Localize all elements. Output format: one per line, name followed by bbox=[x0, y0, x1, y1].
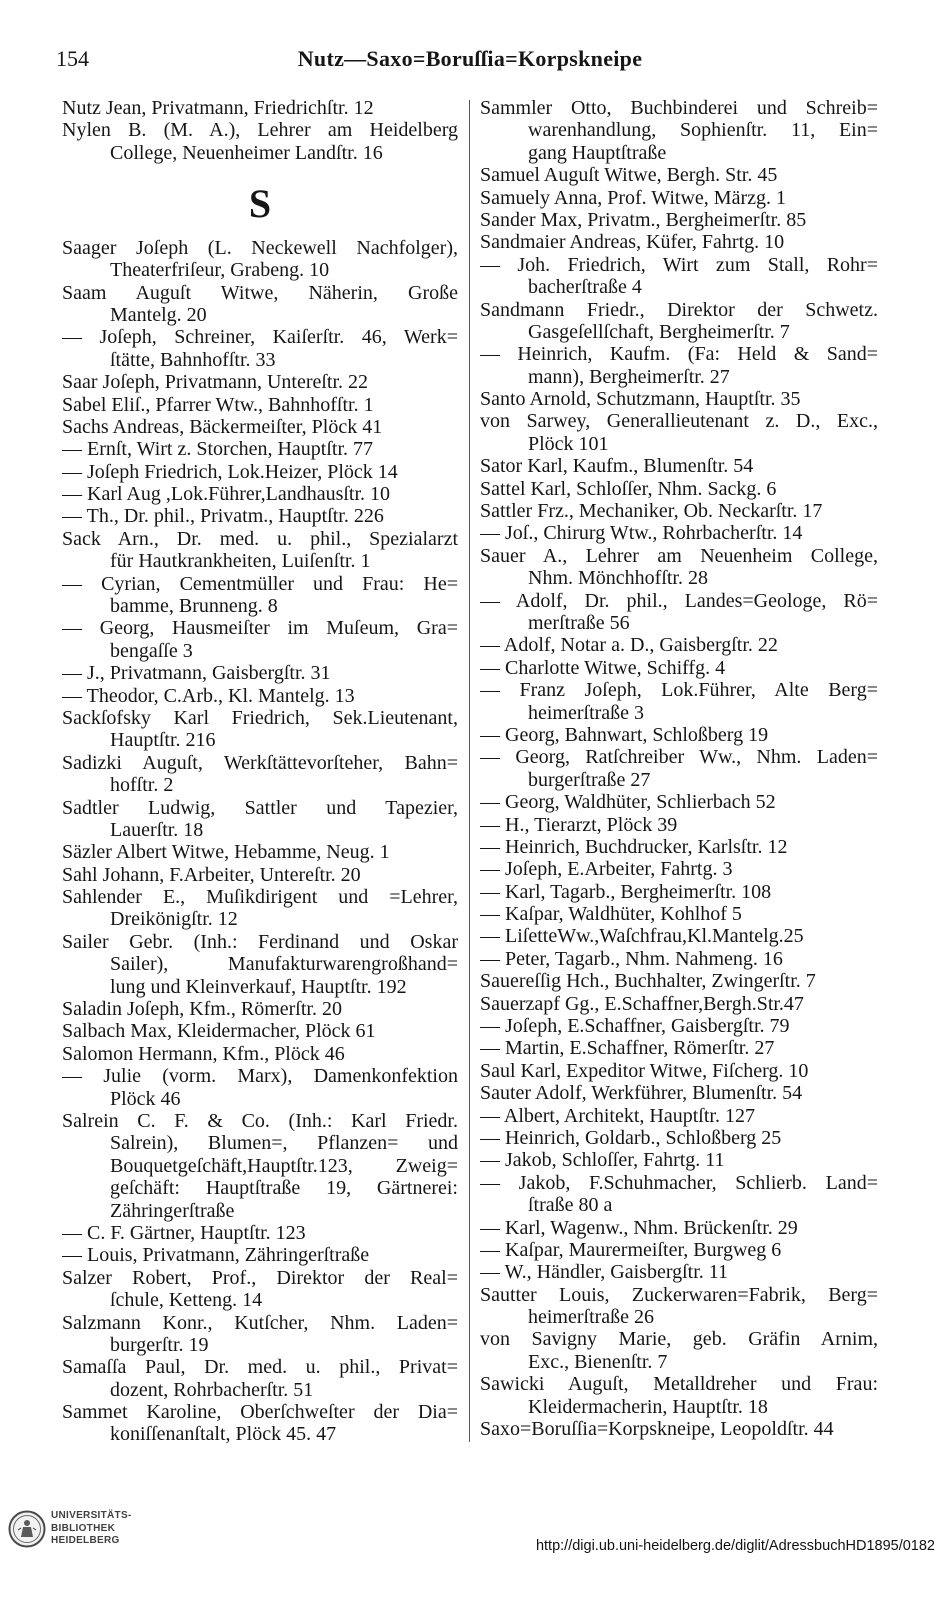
entry-first-line: — Franz Joſeph, Lok.Führer, Alte Berg= bbox=[480, 679, 878, 702]
entry-first-line: Sattler Frz., Mechaniker, Ob. Neckarſtr. 17 bbox=[480, 500, 823, 523]
directory-entry bbox=[480, 1261, 878, 1283]
entry-continuation-line: ſchule, Ketteng. 14 bbox=[110, 1289, 263, 1312]
entry-first-line: — Georg, Hausmeiſter im Muſeum, Gra= bbox=[62, 617, 458, 640]
entry-first-line: — LiſetteWw.,Waſchfrau,Kl.Mantelg.25 bbox=[480, 925, 804, 948]
entry-continuation-line: mann), Bergheimerſtr. 27 bbox=[528, 365, 730, 388]
entry-first-line: — Peter, Tagarb., Nhm. Nahmeng. 16 bbox=[480, 947, 783, 970]
entry-continuation-line: Kleidermacherin, Hauptſtr. 18 bbox=[528, 1395, 768, 1418]
entry-continuation-line: warenhandlung, Sophienſtr. 11, Ein= bbox=[528, 119, 878, 142]
logo-text-line: BIBLIOTHEK bbox=[51, 1522, 116, 1534]
directory-entry bbox=[480, 1082, 878, 1104]
entry-first-line: Sander Max, Privatm., Bergheimerſtr. 85 bbox=[480, 208, 807, 231]
directory-entry bbox=[480, 164, 878, 186]
directory-entry bbox=[480, 814, 878, 836]
directory-entry bbox=[480, 545, 878, 590]
directory-entry bbox=[62, 1043, 458, 1065]
entry-first-line: Sack Arn., Dr. med. u. phil., Spezialarzt bbox=[62, 527, 458, 550]
column-divider bbox=[469, 100, 470, 1442]
directory-entry bbox=[62, 617, 458, 662]
directory-entry bbox=[480, 1373, 878, 1418]
entry-first-line: — Charlotte Witwe, Schiffg. 4 bbox=[480, 656, 726, 679]
entry-first-line: Saager Joſeph (L. Neckewell Nachfolger), bbox=[62, 236, 458, 259]
entry-first-line: von Sarwey, Generallieutenant z. D., Exc., bbox=[480, 410, 878, 433]
page-number: 154 bbox=[56, 46, 89, 71]
entry-continuation-line: burgerſtr. 19 bbox=[110, 1333, 209, 1356]
entry-continuation-line: gang Hauptſtraße bbox=[528, 141, 667, 164]
entry-first-line: von Savigny Marie, geb. Gräfin Arnim, bbox=[480, 1328, 878, 1351]
directory-entry bbox=[480, 1105, 878, 1127]
entry-first-line: Sailer Gebr. (Inh.: Ferdinand und Oskar bbox=[62, 930, 458, 953]
entry-first-line: Sadizki Auguſt, Werkſtättevorſteher, Bahn= bbox=[62, 751, 458, 774]
entry-continuation-line: Bouquetgeſchäft,Hauptſtr.123, Zweig= bbox=[110, 1154, 458, 1177]
directory-entry bbox=[62, 1356, 458, 1401]
library-logo bbox=[8, 1507, 132, 1551]
entry-continuation-line: für Hautkrankheiten, Luiſenſtr. 1 bbox=[110, 550, 371, 573]
directory-entry bbox=[62, 237, 458, 282]
entry-first-line: — Karl, Tagarb., Bergheimerſtr. 108 bbox=[480, 880, 772, 903]
directory-entry bbox=[480, 231, 878, 253]
entry-first-line: — H., Tierarzt, Plöck 39 bbox=[480, 813, 678, 836]
page-header bbox=[0, 44, 944, 74]
directory-entry bbox=[62, 371, 458, 393]
entry-first-line: Sadtler Ludwig, Sattler und Tapezier, bbox=[62, 796, 458, 819]
entry-first-line: — J., Privatmann, Gaisbergſtr. 31 bbox=[62, 662, 331, 685]
entry-first-line: — Louis, Privatmann, Zähringerſtraße bbox=[62, 1244, 370, 1267]
entry-first-line: — Th., Dr. phil., Privatm., Hauptſtr. 226 bbox=[62, 505, 384, 528]
entry-first-line: Nutz Jean, Privatmann, Friedrichſtr. 12 bbox=[62, 97, 374, 119]
entry-first-line: — Martin, E.Schaffner, Römerſtr. 27 bbox=[480, 1037, 775, 1060]
directory-entry bbox=[62, 841, 458, 863]
directory-entry bbox=[62, 707, 458, 752]
directory-entry bbox=[480, 634, 878, 656]
entry-first-line: Sandmaier Andreas, Küfer, Fahrtg. 10 bbox=[480, 231, 785, 254]
entry-first-line: Sauter Adolf, Werkführer, Blumenſtr. 54 bbox=[480, 1082, 803, 1105]
entry-continuation-line: geſchäft: Hauptſtraße 19, Gärtnerei: bbox=[110, 1177, 458, 1200]
section-letter-heading: S bbox=[248, 181, 272, 227]
directory-entry bbox=[480, 209, 878, 231]
entry-first-line: Saar Joſeph, Privatmann, Untereſtr. 22 bbox=[62, 371, 369, 394]
entry-continuation-line: heimerſtraße 3 bbox=[528, 701, 645, 724]
directory-entry bbox=[480, 993, 878, 1015]
directory-entry bbox=[480, 388, 878, 410]
left-column bbox=[62, 97, 458, 1446]
entry-first-line: Salrein C. F. & Co. (Inh.: Karl Friedr. bbox=[62, 1110, 458, 1132]
entry-first-line: Sattel Karl, Schloſſer, Nhm. Sackg. 6 bbox=[480, 477, 777, 500]
logo-text-line: UNIVERSITÄTS- bbox=[51, 1510, 132, 1522]
directory-entry bbox=[480, 1418, 878, 1440]
directory-entry bbox=[480, 1127, 878, 1149]
directory-entry bbox=[480, 187, 878, 209]
entry-continuation-line: bengaſſe 3 bbox=[110, 639, 193, 662]
directory-entry bbox=[62, 461, 458, 483]
directory-entry bbox=[480, 478, 878, 500]
logo-text-line: HEIDELBERG bbox=[51, 1535, 120, 1547]
directory-entry bbox=[480, 1172, 878, 1217]
entry-continuation-line: koniſſenanſtalt, Plöck 45. 47 bbox=[110, 1423, 337, 1446]
directory-entry bbox=[62, 1401, 458, 1446]
entry-continuation-line: Theaterfriſeur, Grabeng. 10 bbox=[110, 259, 330, 282]
entry-first-line: — Georg, Ratſchreiber Ww., Nhm. Laden= bbox=[480, 746, 878, 769]
directory-entry bbox=[62, 505, 458, 527]
entry-first-line: Sauereſſig Hch., Buchhalter, Zwingerſtr. 7 bbox=[480, 970, 816, 993]
entry-first-line: Salomon Hermann, Kfm., Plöck 46 bbox=[62, 1042, 345, 1065]
entry-first-line: — Adolf, Notar a. D., Gaisbergſtr. 22 bbox=[480, 634, 778, 657]
entry-first-line: Sahlender E., Muſikdirigent und =Lehrer, bbox=[62, 886, 458, 909]
entry-first-line: Saam Auguſt Witwe, Näherin, Große bbox=[62, 281, 458, 304]
directory-entry bbox=[480, 1037, 878, 1059]
entry-first-line: Santo Arnold, Schutzmann, Hauptſtr. 35 bbox=[480, 388, 801, 411]
entry-continuation-line: Gasgeſellſchaft, Bergheimerſtr. 7 bbox=[528, 320, 790, 343]
entry-first-line: Sackſofsky Karl Friedrich, Sek.Lieutenant, bbox=[62, 706, 458, 729]
directory-entry bbox=[480, 1328, 878, 1373]
entry-first-line: Sautter Louis, Zuckerwaren=Fabrik, Berg= bbox=[480, 1283, 878, 1306]
directory-entry bbox=[480, 254, 878, 299]
directory-entry bbox=[62, 1110, 458, 1222]
directory-entry bbox=[62, 931, 458, 998]
entry-continuation-line: merſtraße 56 bbox=[528, 611, 630, 634]
directory-entry bbox=[480, 881, 878, 903]
directory-entry bbox=[62, 483, 458, 505]
directory-entry bbox=[480, 1239, 878, 1261]
entry-first-line: Sabel Eliſ., Pfarrer Wtw., Bahnhofſtr. 1 bbox=[62, 393, 374, 416]
entry-continuation-line: hofſtr. 2 bbox=[110, 774, 174, 797]
entry-first-line: Säzler Albert Witwe, Hebamme, Neug. 1 bbox=[62, 841, 390, 864]
entry-first-line: Salzmann Konr., Kutſcher, Nhm. Laden= bbox=[62, 1311, 458, 1334]
entry-continuation-line: ſtätte, Bahnhofſtr. 33 bbox=[110, 348, 276, 371]
directory-entry bbox=[62, 1244, 458, 1266]
directory-entry bbox=[62, 97, 458, 119]
entry-first-line: Saladin Joſeph, Kfm., Römerſtr. 20 bbox=[62, 998, 342, 1021]
entry-continuation-line: Sailer), Manufakturwarengroßhand= bbox=[110, 953, 458, 976]
directory-entry bbox=[62, 1065, 458, 1110]
entry-continuation-line: heimerſtraße 26 bbox=[528, 1306, 655, 1329]
entry-continuation-line: College, Neuenheimer Landſtr. 16 bbox=[110, 141, 383, 164]
entry-continuation-line: dozent, Rohrbacherſtr. 51 bbox=[110, 1378, 314, 1401]
directory-entry bbox=[480, 590, 878, 635]
directory-entry bbox=[480, 522, 878, 544]
entry-first-line: — Heinrich, Goldarb., Schloßberg 25 bbox=[480, 1126, 782, 1149]
directory-entry bbox=[62, 1267, 458, 1312]
entry-continuation-line: Hauptſtr. 216 bbox=[110, 729, 216, 752]
entry-first-line: — Jakob, Schloſſer, Fahrtg. 11 bbox=[480, 1149, 725, 1172]
entry-continuation-line: Nhm. Mönchhofſtr. 28 bbox=[528, 567, 708, 590]
directory-entry bbox=[480, 1284, 878, 1329]
entry-continuation-line: Salrein), Blumen=, Pflanzen= und bbox=[110, 1132, 458, 1155]
running-head: Nutz—Saxo=Boruſſia=Korpskneipe bbox=[297, 46, 643, 71]
entry-first-line: — Joſeph, Schreiner, Kaiſerſtr. 46, Werk= bbox=[62, 326, 458, 349]
directory-entry bbox=[480, 925, 878, 947]
entry-continuation-line: Dreikönigſtr. 12 bbox=[110, 908, 238, 931]
entry-first-line: Samaſſa Paul, Dr. med. u. phil., Privat= bbox=[62, 1356, 458, 1379]
directory-entry bbox=[480, 746, 878, 791]
directory-entry bbox=[62, 685, 458, 707]
directory-entry bbox=[62, 998, 458, 1020]
source-url: http://digi.ub.uni-heidelberg.de/diglit/AdressbuchHD1895/0182 bbox=[535, 1538, 935, 1554]
entry-first-line: Sahl Johann, F.Arbeiter, Untereſtr. 20 bbox=[62, 863, 361, 886]
entry-first-line: Saxo=Boruſſia=Korpskneipe, Leopoldſtr. 44 bbox=[480, 1418, 834, 1441]
directory-entry bbox=[480, 410, 878, 455]
directory-entry bbox=[62, 326, 458, 371]
entry-first-line: — Joſeph Friedrich, Lok.Heizer, Plöck 14 bbox=[62, 460, 398, 483]
entry-first-line: Samuely Anna, Prof. Witwe, Märzg. 1 bbox=[480, 186, 786, 209]
entry-first-line: Sammler Otto, Buchbinderei und Schreib= bbox=[480, 97, 878, 119]
entry-first-line: Sammet Karoline, Oberſchweſter der Dia= bbox=[62, 1401, 458, 1424]
entry-first-line: — Kaſpar, Maurermeiſter, Burgweg 6 bbox=[480, 1238, 782, 1261]
directory-entry bbox=[480, 1149, 878, 1171]
entry-first-line: Salbach Max, Kleidermacher, Plöck 61 bbox=[62, 1020, 376, 1043]
entry-first-line: — Georg, Bahnwart, Schloßberg 19 bbox=[480, 723, 769, 746]
entry-continuation-line: Plöck 46 bbox=[110, 1087, 181, 1110]
entry-first-line: Salzer Robert, Prof., Direktor der Real= bbox=[62, 1266, 458, 1289]
directory-entry bbox=[62, 438, 458, 460]
directory-entry bbox=[480, 903, 878, 925]
directory-entry bbox=[480, 724, 878, 746]
directory-entry bbox=[62, 1312, 458, 1357]
entry-continuation-line: Lauerſtr. 18 bbox=[110, 818, 204, 841]
directory-entry bbox=[480, 455, 878, 477]
directory-entry bbox=[62, 394, 458, 416]
directory-entry bbox=[62, 864, 458, 886]
entry-first-line: Samuel Auguſt Witwe, Bergh. Str. 45 bbox=[480, 164, 778, 187]
entry-first-line: Sauer A., Lehrer am Neuenheim College, bbox=[480, 544, 878, 567]
entry-continuation-line: Mantelg. 20 bbox=[110, 303, 207, 326]
entry-first-line: — W., Händler, Gaisbergſtr. 11 bbox=[480, 1261, 729, 1284]
directory-entry bbox=[62, 752, 458, 797]
entry-continuation-line: ſtraße 80 a bbox=[528, 1194, 613, 1217]
entry-first-line: — Georg, Waldhüter, Schlierbach 52 bbox=[480, 791, 776, 814]
entry-first-line: Sator Karl, Kaufm., Blumenſtr. 54 bbox=[480, 455, 754, 478]
entry-first-line: — Karl, Wagenw., Nhm. Brückenſtr. 29 bbox=[480, 1216, 798, 1239]
entry-first-line: — Joſ., Chirurg Wtw., Rohrbacherſtr. 14 bbox=[480, 522, 803, 545]
entry-first-line: — Joh. Friedrich, Wirt zum Stall, Rohr= bbox=[480, 253, 878, 276]
entry-first-line: — Joſeph, E.Arbeiter, Fahrtg. 3 bbox=[480, 858, 733, 881]
entry-first-line: Sandmann Friedr., Direktor der Schwetz. bbox=[480, 298, 878, 321]
entry-first-line: — Heinrich, Kaufm. (Fa: Held & Sand= bbox=[480, 343, 878, 366]
library-logo-text bbox=[51, 1510, 132, 1548]
directory-entry bbox=[62, 662, 458, 684]
entry-first-line: Sawicki Auguſt, Metalldreher und Frau: bbox=[480, 1373, 878, 1396]
entry-first-line: — Julie (vorm. Marx), Damenkonfektion bbox=[62, 1065, 458, 1088]
entry-first-line: — Jakob, F.Schuhmacher, Schlierb. Land= bbox=[480, 1171, 878, 1194]
directory-entry bbox=[480, 97, 878, 164]
entry-first-line: — Karl Aug ,Lok.Führer,Landhausſtr. 10 bbox=[62, 483, 391, 506]
entry-first-line: — Joſeph, E.Schaffner, Gaisbergſtr. 79 bbox=[480, 1015, 790, 1038]
directory-entry bbox=[480, 679, 878, 724]
entry-continuation-line: bamme, Brunneng. 8 bbox=[110, 595, 278, 618]
entry-first-line: — C. F. Gärtner, Hauptſtr. 123 bbox=[62, 1221, 306, 1244]
entry-continuation-line: lung und Kleinverkauf, Hauptſtr. 192 bbox=[110, 975, 407, 998]
directory-entry bbox=[480, 791, 878, 813]
directory-entry bbox=[480, 500, 878, 522]
directory-entry bbox=[480, 836, 878, 858]
entry-continuation-line: burgerſtraße 27 bbox=[528, 768, 651, 791]
entry-first-line: Nylen B. (M. A.), Lehrer am Heidelberg bbox=[62, 119, 458, 142]
directory-entry bbox=[480, 858, 878, 880]
entry-first-line: Saul Karl, Expeditor Witwe, Fiſcherg. 10 bbox=[480, 1059, 809, 1082]
entry-first-line: — Heinrich, Buchdrucker, Karlsſtr. 12 bbox=[480, 835, 788, 858]
directory-entry bbox=[62, 528, 458, 573]
right-column bbox=[480, 97, 878, 1440]
directory-entry bbox=[62, 119, 458, 164]
entry-first-line: Sachs Andreas, Bäckermeiſter, Plöck 41 bbox=[62, 415, 383, 438]
directory-entry bbox=[62, 1020, 458, 1042]
entries-after-heading bbox=[62, 237, 458, 1446]
directory-entry bbox=[62, 573, 458, 618]
directory-entry bbox=[62, 416, 458, 438]
library-seal-icon bbox=[8, 1510, 46, 1548]
directory-entry bbox=[480, 948, 878, 970]
directory-entry bbox=[480, 657, 878, 679]
right-column-entries bbox=[480, 97, 878, 1440]
directory-entry bbox=[480, 343, 878, 388]
entry-continuation-line: Plöck 101 bbox=[528, 432, 609, 455]
directory-entry bbox=[480, 1060, 878, 1082]
directory-entry bbox=[62, 797, 458, 842]
directory-entry bbox=[62, 1222, 458, 1244]
entry-continuation-line: Zähringerſtraße bbox=[110, 1199, 235, 1222]
entry-first-line: — Theodor, C.Arb., Kl. Mantelg. 13 bbox=[62, 684, 355, 707]
entry-continuation-line: bacherſtraße 4 bbox=[528, 276, 642, 299]
directory-entry bbox=[62, 886, 458, 931]
directory-entry bbox=[480, 299, 878, 344]
entry-first-line: — Albert, Architekt, Hauptſtr. 127 bbox=[480, 1104, 755, 1127]
entries-before-heading bbox=[62, 97, 458, 164]
directory-entry bbox=[480, 1217, 878, 1239]
directory-entry bbox=[480, 970, 878, 992]
entry-first-line: — Cyrian, Cementmüller und Frau: He= bbox=[62, 572, 458, 595]
entry-first-line: — Ernſt, Wirt z. Storchen, Hauptſtr. 77 bbox=[62, 438, 373, 461]
entry-first-line: Sauerzapf Gg., E.Schaffner,Bergh.Str.47 bbox=[480, 992, 804, 1015]
directory-entry bbox=[480, 1015, 878, 1037]
entry-first-line: — Adolf, Dr. phil., Landes=Geologe, Rö= bbox=[480, 589, 878, 612]
directory-entry bbox=[62, 282, 458, 327]
entry-continuation-line: Exc., Bienenſtr. 7 bbox=[528, 1350, 668, 1373]
entry-first-line: — Kaſpar, Waldhüter, Kohlhof 5 bbox=[480, 903, 742, 926]
